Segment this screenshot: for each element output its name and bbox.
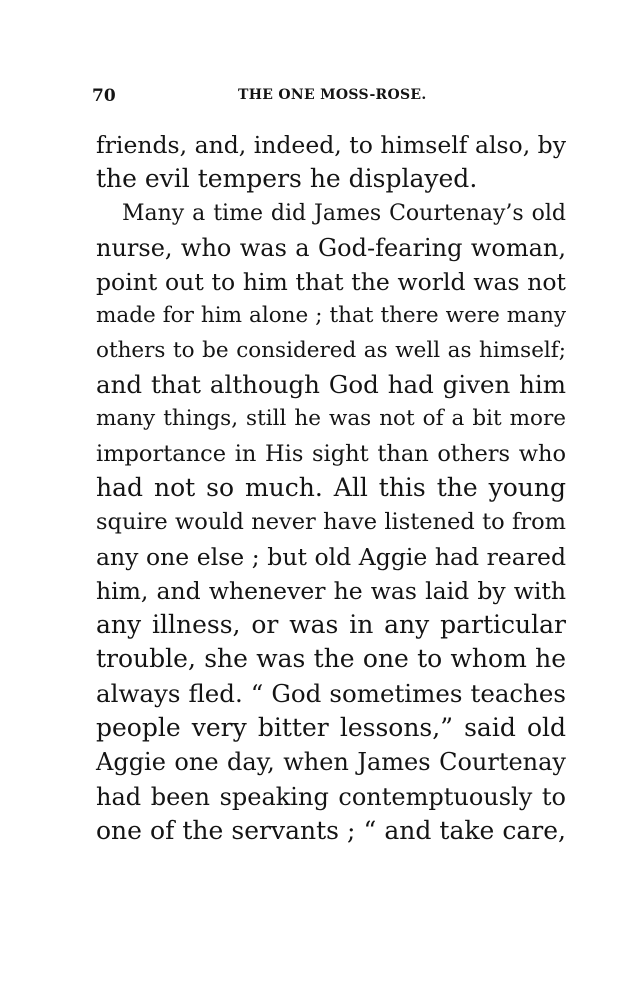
text-line: point out to him that the world was not <box>96 268 566 297</box>
text-line: any illness, or was in any particular <box>96 610 566 640</box>
text-line: always fled. “ God sometimes teaches <box>96 678 566 708</box>
text-line: many things, still he was not of a bit more <box>96 406 566 432</box>
text-line: others to be considered as well as himself; <box>96 337 566 363</box>
text-line: squire would never have listened to from <box>96 509 566 536</box>
text-line: him, and whenever he was laid by with <box>96 576 566 605</box>
text-line: Aggie one day, when James Courtenay <box>96 748 566 777</box>
text-line: friends, and, indeed, to himself also, by <box>96 131 566 159</box>
text-line: people very bitter lessons,” said old <box>96 713 566 743</box>
page-header <box>92 86 564 110</box>
text-line: any one else ; but old Aggie had reared <box>96 542 566 571</box>
text-line: importance in His sight than others who <box>96 440 566 467</box>
text-line: had not so much. All this the young <box>96 472 566 502</box>
text-line: the evil tempers he displayed. <box>96 164 478 194</box>
text-line: Many a time did James Courtenay’s old <box>122 200 566 226</box>
text-line: had been speaking contemptuously to <box>96 782 566 811</box>
text-line: one of the servants ; “ and take care, <box>96 815 566 845</box>
text-line: made for him alone ; that there were many <box>96 303 566 329</box>
text-line: nurse, who was a God-fearing woman, <box>96 233 566 262</box>
body-text <box>96 128 566 848</box>
text-line: trouble, she was the one to whom he <box>96 644 566 674</box>
page-number: 70 <box>92 86 116 106</box>
running-head: THE ONE MOSS-ROSE. <box>238 87 427 103</box>
text-line: and that although God had given him <box>96 370 566 400</box>
